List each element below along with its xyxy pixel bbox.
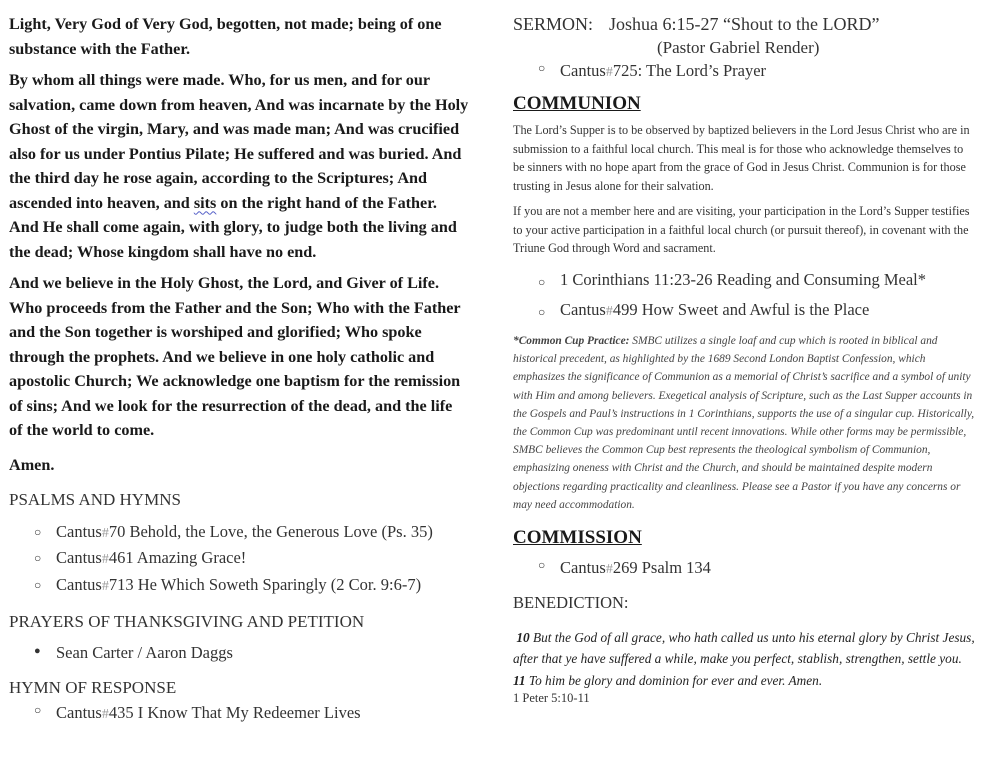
- creed-text: By whom all things were made. Who, for us men, and for our salvation, came down from heaven, And was incarnate by the Holy Ghost of the virgin, Mary, and was made man; And was crucified also for us under Pontius Pilate; He suffered and was buried. And the third day he rose again, according to the Scriptures; And ascended into heaven, and: [9, 71, 469, 212]
- solid-bullet-icon: [34, 643, 41, 658]
- spellcheck-word: sits: [193, 193, 217, 212]
- list-item: ○ Cantus#269 Psalm 134: [513, 558, 975, 578]
- list-item: ○ Cantus#461 Amazing Grace!: [9, 546, 469, 573]
- creed-text: on the right hand of the Father. And He shall come again, with glory, to judge both the living and the dead; Whose kingdom shall have no end.: [9, 193, 457, 261]
- hollow-bullet-icon: [538, 297, 545, 327]
- commission-heading: COMMISSION: [513, 526, 642, 548]
- creed-paragraph-2: [9, 68, 469, 264]
- hollow-bullet-icon: [538, 267, 545, 297]
- common-cup-label: *Common Cup Practice:: [513, 334, 630, 347]
- hymn-response-list: [9, 703, 469, 723]
- sermon-label: SERMON:: [513, 14, 594, 34]
- hollow-bullet-icon: [538, 558, 545, 573]
- benediction-label: BENEDICTION:: [513, 592, 629, 612]
- communion-list: [513, 265, 975, 327]
- benediction-reference: 1 Peter 5:10-11: [513, 691, 590, 706]
- list-item: ● Sean Carter / Aaron Daggs: [9, 643, 469, 663]
- hollow-bullet-icon: [538, 61, 545, 76]
- verse-number: 10: [516, 629, 530, 645]
- hymn-response-heading: HYMN OF RESPONSE: [9, 678, 177, 697]
- right-column: [513, 14, 975, 706]
- sermon-title: Joshua 6:15-27 “Shout to the LORD”: [609, 14, 880, 34]
- benediction-verse: 10 But the God of all grace, who hath called us unto his eternal glory by Christ Jesus, after that ye have suffered a while, make you perfect, stablish, strengthen, settle you. 11 To him be glory and dominion for ever and ever. Amen.: [513, 629, 975, 688]
- left-column: [9, 12, 469, 723]
- hollow-bullet-icon: [34, 520, 41, 545]
- prayers-list: [9, 643, 469, 663]
- sermon-line: [513, 14, 975, 35]
- list-item: ○ Cantus#435 I Know That My Redeemer Lives: [9, 703, 469, 723]
- communion-paragraph-2: If you are not a member here and are visiting, your participation in the Lord’s Supper testifies to your active participation in a faithful local church (or pursuit thereof), in covenant with the Triune God through Word and sacrament.: [513, 203, 970, 256]
- creed-amen: Amen.: [9, 455, 55, 474]
- communion-heading: COMMUNION: [513, 93, 641, 114]
- nicene-creed: [9, 12, 469, 443]
- sermon-pastor: (Pastor Gabriel Render): [657, 38, 820, 57]
- creed-paragraph-3: And we believe in the Holy Ghost, the Lord, and Giver of Life. Who proceeds from the Father and the Son; Who with the Father and the Son together is worshiped and glorified; Who spoke through the prophets. And we believe in one holy catholic and apostolic Church; We acknowledge one baptism for the remission of sins; And we look for the resurrection of the dead, and the life of the world to come.: [9, 274, 461, 439]
- list-item: ○ Cantus#70 Behold, the Love, the Generous Love (Ps. 35): [9, 520, 469, 547]
- creed-paragraph-1: Light, Very God of Very God, begotten, not made; being of one substance with the Father.: [9, 15, 442, 58]
- list-item: ○ Cantus#725: The Lord’s Prayer: [513, 61, 975, 81]
- communion-paragraph-1: The Lord’s Supper is to be observed by baptized believers in the Lord Jesus Christ who are in submission to a faithful local church. This meal is for those who acknowledge themselves to be sinners with no hope apart from the grace of God in Jesus Christ. Communion is for those trusting in Jesus alone for their salvation.: [513, 123, 970, 194]
- hollow-bullet-icon: [34, 703, 41, 718]
- list-item: ○ 1 Corinthians 11:23-26 Reading and Consuming Meal*: [513, 265, 975, 295]
- verse-number: 11: [513, 672, 526, 688]
- hollow-bullet-icon: [34, 546, 41, 571]
- sermon-list: [513, 61, 975, 81]
- commission-list: [513, 558, 975, 578]
- psalms-heading: PSALMS AND HYMNS: [9, 489, 181, 509]
- hollow-bullet-icon: [34, 573, 41, 598]
- common-cup-note: *Common Cup Practice: SMBC utilizes a single loaf and cup which is rooted in biblical and historical precedent, as highlighted by the 1689 Second London Baptist Confession, which emphasizes the significance of Communion as a memorial of Christ’s sacrifice and a symbol of unity with Him and among believers. Exegetical analysis of Scripture, such as the Last Supper accounts in the Gospels and Paul’s instructions in 1 Corinthians, supports the use of a singular cup. Historically, the Common Cup was predominant until recent innovations. While other forms may be permissible, SMBC believes the Common Cup best represents the theological symbolism of Communion, emphasizing oneness with Christ and the Church, and should be maintained despite modern objections regarding practicality and cleanliness. Please see a Pastor if you have any concerns or may need accommodation.: [513, 334, 975, 511]
- psalms-list: [9, 520, 469, 600]
- prayers-heading: PRAYERS OF THANKSGIVING AND PETITION: [9, 612, 365, 631]
- list-item: ○ Cantus#499 How Sweet and Awful is the Place: [513, 295, 975, 327]
- list-item: ○ Cantus#713 He Which Soweth Sparingly (2 Cor. 9:6-7): [9, 573, 469, 600]
